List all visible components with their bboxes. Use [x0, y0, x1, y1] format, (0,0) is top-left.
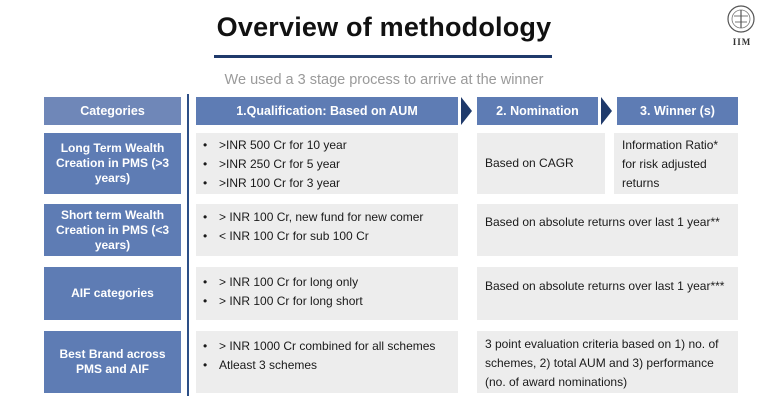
qualification-item: • > INR 100 Cr for long only: [196, 273, 458, 292]
qualification-item: • Atleast 3 schemes: [196, 356, 458, 375]
nomination-winner-box-short-term: [477, 204, 738, 256]
qualification-item: • >INR 500 Cr for 10 year: [196, 136, 458, 155]
logo-text: IIM: [732, 37, 752, 47]
qualification-item: • > INR 100 Cr for long short: [196, 292, 458, 311]
category-best-brand: Best Brand across PMS and AIF: [44, 331, 181, 393]
qualification-item: • > INR 100 Cr, new fund for new comer: [196, 208, 458, 227]
header-winner: 3. Winner (s): [617, 97, 738, 125]
nomination-winner-text: Based on absolute returns over last 1 year**: [485, 215, 720, 229]
nomination-text: Based on CAGR: [485, 156, 574, 170]
qualification-box-short-term: [196, 204, 458, 256]
header-qualification: 1.Qualification: Based on AUM: [196, 97, 458, 125]
divider-line: [187, 94, 189, 396]
qualification-box-aif: [196, 267, 458, 320]
nomination-winner-text: 3 point evaluation criteria based on 1) no. of schemes, 2) total AUM and 3) performance (no. of award nominations): [485, 337, 719, 389]
nomination-box-long-term: [477, 133, 605, 194]
qualification-box-best-brand: [196, 331, 458, 393]
qualification-item: • > INR 1000 Cr combined for all schemes: [196, 337, 458, 356]
arrow-right-icon: [461, 97, 472, 125]
winner-box-long-term: [614, 133, 738, 194]
nomination-winner-text: Based on absolute returns over last 1 year***: [485, 279, 725, 293]
winner-text: Information Ratio* for risk adjusted returns: [622, 138, 719, 190]
qualification-item: • >INR 100 Cr for 3 year: [196, 174, 458, 193]
slide-title: Overview of methodology: [216, 12, 552, 42]
header-categories: Categories: [44, 97, 181, 125]
qualification-item: • >INR 250 Cr for 5 year: [196, 155, 458, 174]
category-long-term-pms: Long Term Wealth Creation in PMS (>3 years): [44, 133, 181, 194]
arrow-right-icon: [601, 97, 612, 125]
nomination-winner-box-best-brand: [477, 331, 738, 393]
qualification-box-long-term: [196, 133, 458, 194]
subtitle: We used a 3 stage process to arrive at the winner: [224, 72, 544, 88]
qualification-item: • < INR 100 Cr for sub 100 Cr: [196, 227, 458, 246]
title-underline: [214, 55, 552, 58]
header-nomination: 2. Nomination: [477, 97, 598, 125]
category-aif: AIF categories: [44, 267, 181, 320]
category-short-term-pms: Short term Wealth Creation in PMS (<3 years): [44, 204, 181, 256]
nomination-winner-box-aif: [477, 267, 738, 320]
